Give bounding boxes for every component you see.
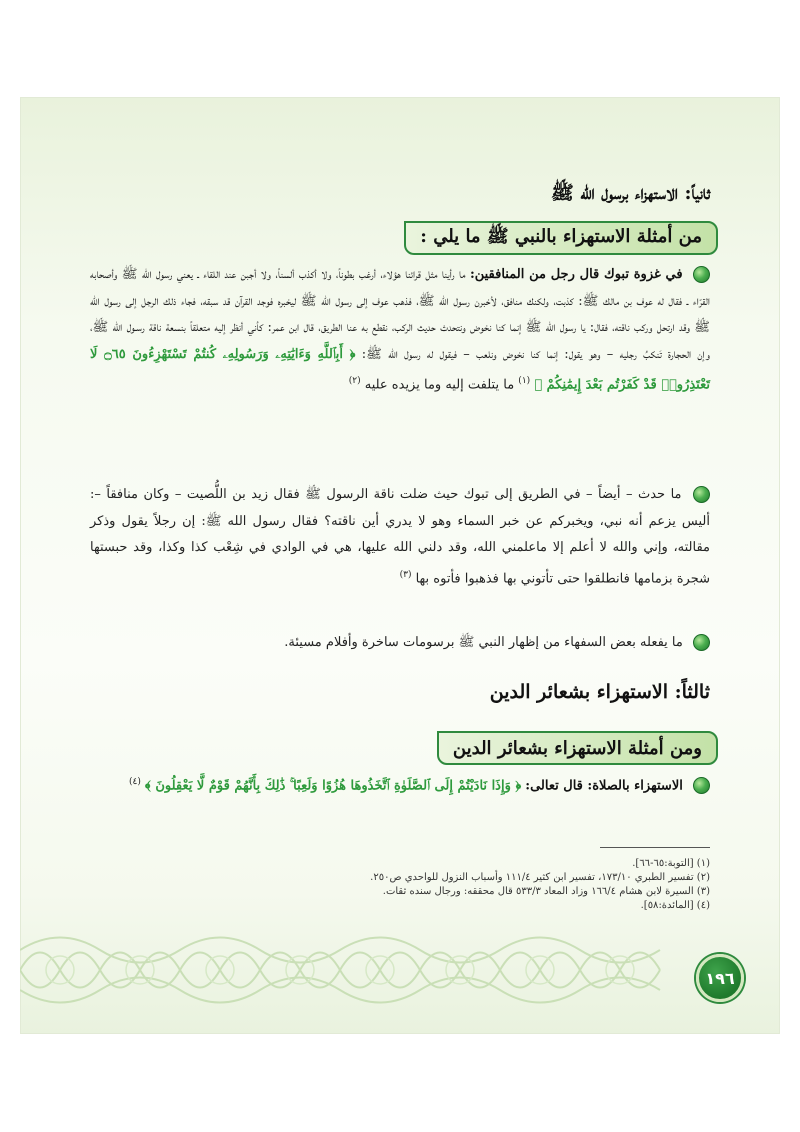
footnote-ref-3: (٣) [399, 569, 412, 580]
footnote-ref-2: (٢) [348, 376, 361, 386]
section-3-banner-text: ومن أمثلة الاستهزاء بشعائر الدين [452, 737, 702, 759]
footnote-3: (٣) السيرة لابن هشام ١٦٦/٤ وزاد المعاد ٥٣٣/٣ قال محققه: ورجال سنده ثقات. [382, 886, 710, 897]
section-2-banner-text: من أمثلة الاستهزاء بالنبي ﷺ ما يلي : [420, 226, 702, 247]
example-1-tail: ما يتلفت إليه وما يزيده عليه [364, 377, 515, 393]
example-3 [90, 630, 710, 657]
footnote-2: (٢) تفسير الطبري ١٧٣/١٠، تفسير ابن كثير ١١١/٤ وأسباب النزول للواحدي ص٢٥٠. [370, 872, 710, 883]
footnote-ref-1: (١) [518, 376, 531, 386]
quran-verse-1: ﴿ أَبِٱللَّهِ وَءَايَٰتِهِۦ وَرَسُولِهِۦ كُنتُمْ تَسْتَهْزِءُونَ ۝٦٥ لَا تَعْتَذِرُوا۟ قَدْ كَفَرْتُم بَعْدَ إِيمَٰنِكُمْ ﴾ [90, 346, 710, 393]
example-4 [90, 769, 710, 800]
footnote-divider [600, 847, 710, 848]
footnotes [290, 857, 710, 913]
page-number: ١٩٦ [705, 968, 735, 988]
green-bullet-icon [693, 266, 710, 283]
quran-verse-2: ﴿ وَإِذَا نَادَيْتُمْ إِلَى ٱلصَّلَوٰةِ ٱتَّخَذُوهَا هُزُوًا وَلَعِبًا ۚ ذَٰلِكَ بِأَنَّهُمْ قَوْمٌ لَّا يَعْقِلُونَ ﴾ [145, 778, 522, 794]
example-1-lead: في غزوة تبوك قال رجل من المنافقين: [469, 267, 683, 282]
section-3-banner [437, 731, 718, 765]
section-3-title: ثالثاً: الاستهزاء بشعائر الدين [489, 681, 710, 703]
footnote-1: (١) [التوبة:٦٥-٦٦]. [632, 858, 710, 869]
section-2-banner [404, 221, 718, 255]
section-2-title: ثانياً: الاستهزاء برسول الله ﷺ [550, 182, 710, 204]
book-page [20, 97, 780, 1034]
example-3-text: ما يفعله بعض السفهاء من إظهار النبي ﷺ برسومات ساخرة وأفلام مسيئة. [284, 635, 683, 650]
example-4-lead: الاستهزاء بالصلاة: قال تعالى: [525, 778, 683, 794]
example-1-text: ما رأينا مثل قرائنا هؤلاء، أرغب بطوناً، ولا أكذب ألسناً، ولا أجبن عند اللقاء ـ يعني رسول الله ﷺ وأصحابه القرّاء ـ فقال له عوف بن مالك ﷺ: كذبت، ولكنك منافق، لأخبرن رسول الله ﷺ، فذهب عوف إلى رسول الله ﷺ ليخبره فوجد القرآن قد سبقه، فجاء ذلك الرجل إلى رسول الله ﷺ وقد ارتحل وركب ناقته، فقال: يا رسول الله ﷺ إنما كنا نخوض ونتحدث حديث الركب، نقطع به عنا الطريق، قال ابن عمر: كأني أنظر إليه متعلقاً بنسعة ناقة رسـول الله ﷺ، وإن الحجارة تَنكبُ رجليه – وهو يقول: إنما كنا نخوض ونلعب – فيقول له رسول الله ﷺ: [90, 267, 710, 362]
green-bullet-icon [693, 777, 710, 794]
page-number-badge [696, 954, 744, 1002]
example-1 [90, 262, 710, 399]
green-bullet-icon [693, 634, 710, 651]
decorative-border-ornament [20, 925, 780, 1015]
example-2-text: ما حدث – أيضاً – في الطريق إلى تبوك حيث ضلت ناقة الرسول ﷺ فقال زيد بن اللُّصيت – وكان منافقاً –: أليس يزعم أنه نبي، ويخبركم عن خبر السماء وهو لا يدري أين ناقته؟ فقال رسول الله ﷺ: إن رجلاً يقول وذكر مقالته، وإني والله لا أعلم إلا ماعلمني الله، وقد دلني الله عليها، هي في الوادي في شِعْب كذا وكذا، وقد حبستها شجرة بزمامها فانطلقوا حتى تأتوني بها فذهبوا فأتوه بها [90, 487, 710, 586]
footnote-4: (٤) [المائدة:٥٨]. [640, 900, 710, 911]
footnote-ref-4: (٤) [129, 777, 141, 787]
example-2 [90, 482, 710, 592]
green-bullet-icon [693, 486, 710, 503]
